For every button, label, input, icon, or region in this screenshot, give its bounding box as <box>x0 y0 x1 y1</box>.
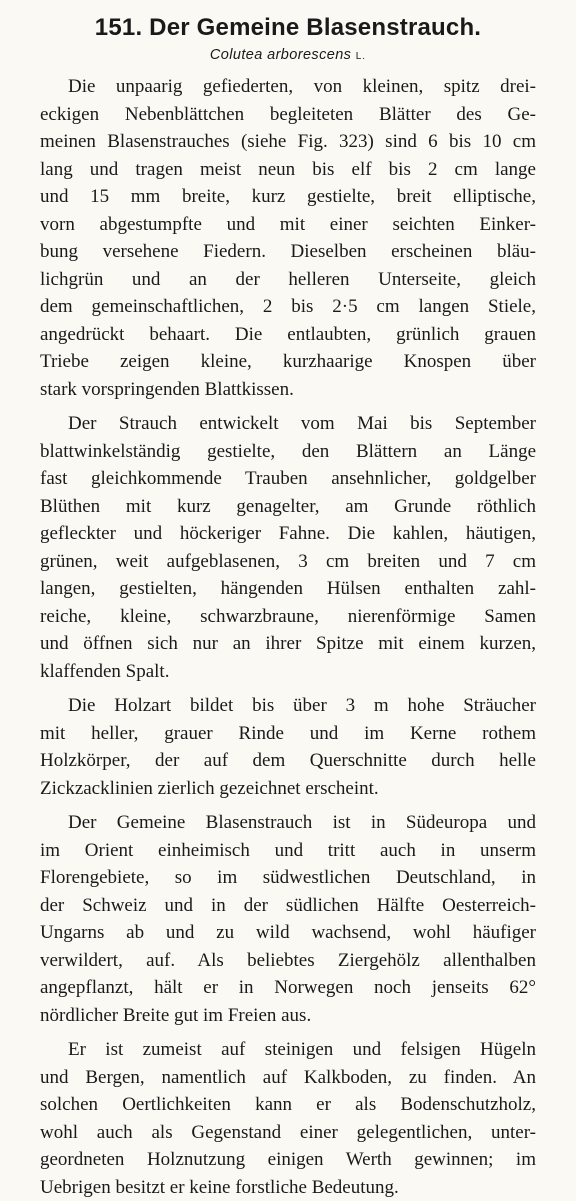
paragraph <box>40 692 536 802</box>
text-line: stark vorspringenden Blattkissen. <box>40 376 536 404</box>
text-line: und öffnen sich nur an ihrer Spitze mit einem kurzen, <box>40 630 536 658</box>
text-line: verwildert, auf. Als beliebtes Ziergehölz allenthalben <box>40 947 536 975</box>
text-line: geordneten Holznutzung einigen Werth gewinnen; im <box>40 1146 536 1174</box>
body-text <box>40 73 536 1201</box>
text-line: klaffenden Spalt. <box>40 658 536 686</box>
text-line: blattwinkelständig gestielte, den Blättern an Länge <box>40 438 536 466</box>
species-name: Colutea arborescens <box>210 47 351 63</box>
text-line: im Orient einheimisch und tritt auch in unserm <box>40 837 536 865</box>
text-line: lang und tragen meist neun bis elf bis 2 cm lange <box>40 156 536 184</box>
paragraph <box>40 73 536 403</box>
text-line: Triebe zeigen kleine, kurzhaarige Knospen über <box>40 348 536 376</box>
text-line: nördlicher Breite gut im Freien aus. <box>40 1002 536 1030</box>
text-line: Zickzacklinien zierlich gezeichnet erscheint. <box>40 775 536 803</box>
text-line: fast gleichkommende Trauben ansehnlicher, goldgelber <box>40 465 536 493</box>
text-line: eckigen Nebenblättchen begleiteten Blätter des Ge- <box>40 101 536 129</box>
species-author: L. <box>356 51 366 62</box>
text-line: mit heller, grauer Rinde und im Kerne rothem <box>40 720 536 748</box>
text-line: Die unpaarig gefiederten, von kleinen, spitz drei- <box>40 73 536 101</box>
text-line: bung versehene Fiedern. Dieselben erscheinen bläu- <box>40 238 536 266</box>
text-line: Er ist zumeist auf steinigen und felsigen Hügeln <box>40 1036 536 1064</box>
text-line: Der Gemeine Blasenstrauch ist in Südeuropa und <box>40 809 536 837</box>
page-title: 151. Der Gemeine Blasenstrauch. <box>40 12 536 44</box>
paragraph <box>40 809 536 1029</box>
text-line: meinen Blasenstrauches (siehe Fig. 323) sind 6 bis 10 cm <box>40 128 536 156</box>
text-line: gefleckter und höckeriger Fahne. Die kahlen, häutigen, <box>40 520 536 548</box>
text-line: vorn abgestumpfte und mit einer seichten Einker- <box>40 211 536 239</box>
text-line: Holzkörper, der auf dem Querschnitte durch helle <box>40 747 536 775</box>
species-subtitle <box>40 44 536 68</box>
text-line: solchen Oertlichkeiten kann er als Bodenschutzholz, <box>40 1091 536 1119</box>
text-line: Der Strauch entwickelt vom Mai bis September <box>40 410 536 438</box>
text-line: angepflanzt, hält er in Norwegen noch jenseits 62° <box>40 974 536 1002</box>
text-line: langen, gestielten, hängenden Hülsen enthalten zahl- <box>40 575 536 603</box>
paragraph <box>40 1036 536 1201</box>
text-line: wohl auch als Gegenstand einer gelegentlichen, unter- <box>40 1119 536 1147</box>
text-line: grünen, weit aufgeblasenen, 3 cm breiten und 7 cm <box>40 548 536 576</box>
text-line: lichgrün und an der helleren Unterseite, gleich <box>40 266 536 294</box>
text-line: Ungarns ab und zu wild wachsend, wohl häufiger <box>40 919 536 947</box>
text-line: Uebrigen besitzt er keine forstliche Bedeutung. <box>40 1174 536 1201</box>
text-line: reiche, kleine, schwarzbraune, nierenförmige Samen <box>40 603 536 631</box>
text-line: der Schweiz und in der südlichen Hälfte Oesterreich- <box>40 892 536 920</box>
text-line: angedrückt behaart. Die entlaubten, grünlich grauen <box>40 321 536 349</box>
text-line: dem gemeinschaftlichen, 2 bis 2·5 cm langen Stiele, <box>40 293 536 321</box>
text-line: und Bergen, namentlich auf Kalkboden, zu finden. An <box>40 1064 536 1092</box>
text-line: Florengebiete, so im südwestlichen Deutschland, in <box>40 864 536 892</box>
text-line: Blüthen mit kurz genagelter, am Grunde röthlich <box>40 493 536 521</box>
text-line: und 15 mm breite, kurz gestielte, breit elliptische, <box>40 183 536 211</box>
text-line: Die Holzart bildet bis über 3 m hohe Sträucher <box>40 692 536 720</box>
paragraph <box>40 410 536 685</box>
